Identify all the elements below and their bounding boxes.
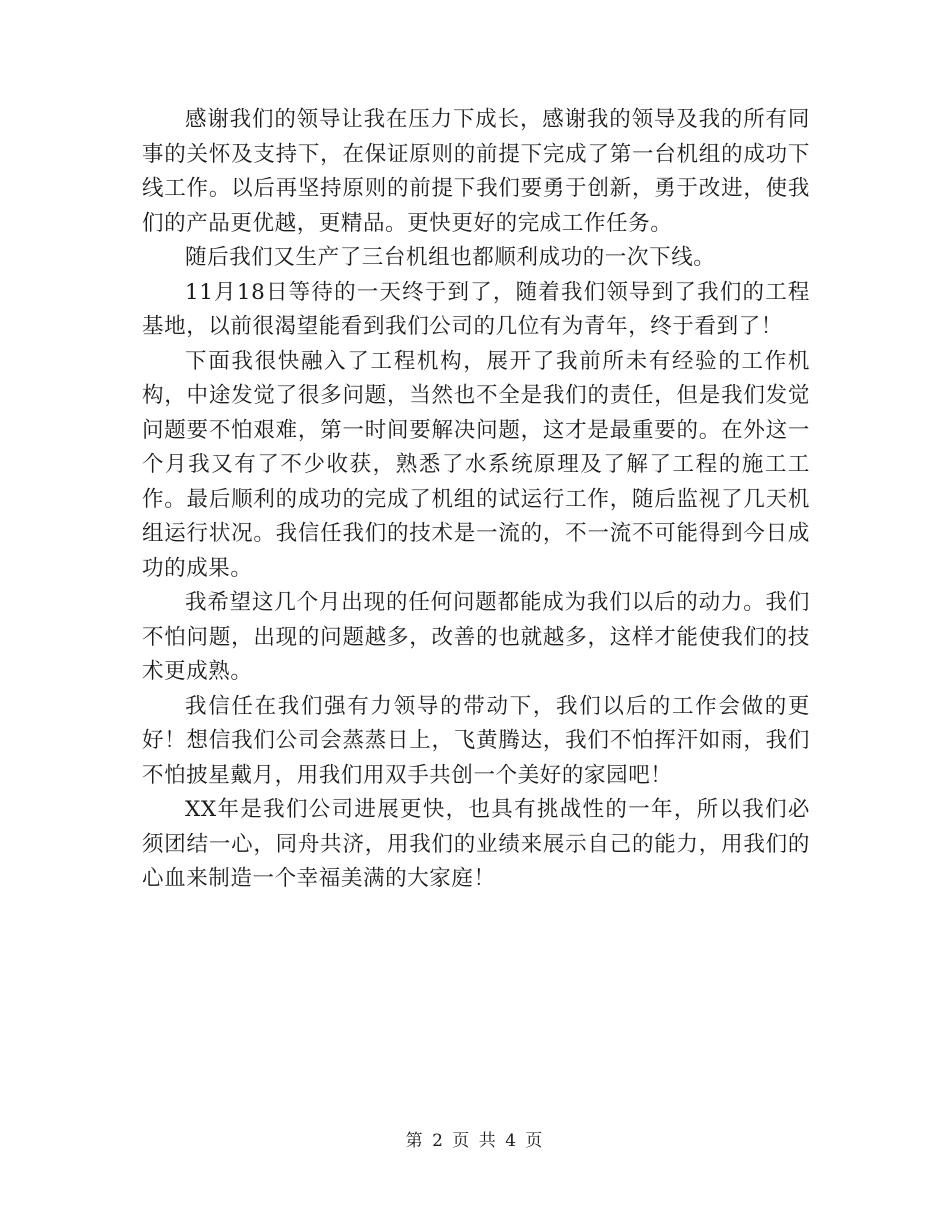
paragraph-3: 11月18日等待的一天终于到了，随着我们领导到了我们的工程基地，以前很渴望能看到我们公司的几位有为青年，终于看到了！: [142, 279, 810, 339]
paragraph-5: 我希望这几个月出现的任何问题都能成为我们以后的动力。我们不怕问题，出现的问题越多，改善的也就越多，这样才能使我们的技术更成熟。: [142, 590, 810, 684]
paragraph-6: 我信任在我们强有力领导的带动下，我们以后的工作会做的更好！想信我们公司会蒸蒸日上，飞黄腾达，我们不怕挥汗如雨，我们不怕披星戴月，用我们用双手共创一个美好的家园吧！: [142, 693, 810, 788]
page-number-footer: 第 2 页 共 4 页: [405, 1131, 545, 1151]
paragraph-1: 感谢我们的领导让我在压力下成长，感谢我的领导及我的所有同事的关怀及支持下，在保证原则的前提下完成了第一台机组的成功下线工作。以后再坚持原则的前提下我们要勇于创新，勇于改进，使我们的产品更优越，更精品。更快更好的完成工作任务。: [142, 107, 810, 236]
paragraph-7: XX年是我们公司进展更快，也具有挑战性的一年，所以我们必须团结一心，同舟共济，用我们的业绩来展示自己的能力，用我们的心血来制造一个幸福美满的大家庭！: [142, 797, 810, 891]
paragraph-2: 随后我们又生产了三台机组也都顺利成功的一次下线。: [185, 245, 716, 270]
document-body: [142, 103, 810, 897]
paragraph-4: 下面我很快融入了工程机构，展开了我前所未有经验的工作机构，中途发觉了很多问题，当然也不全是我们的责任，但是我们发觉问题要不怕艰难，第一时间要解决问题，这才是最重要的。在外这一个月我又有了不少收获，熟悉了水系统原理及了解了工程的施工工作。最后顺利的成功的完成了机组的试运行工作，随后监视了几天机组运行状况。我信任我们的技术是一流的，不一流不可能得到今日成功的成果。: [142, 348, 810, 581]
